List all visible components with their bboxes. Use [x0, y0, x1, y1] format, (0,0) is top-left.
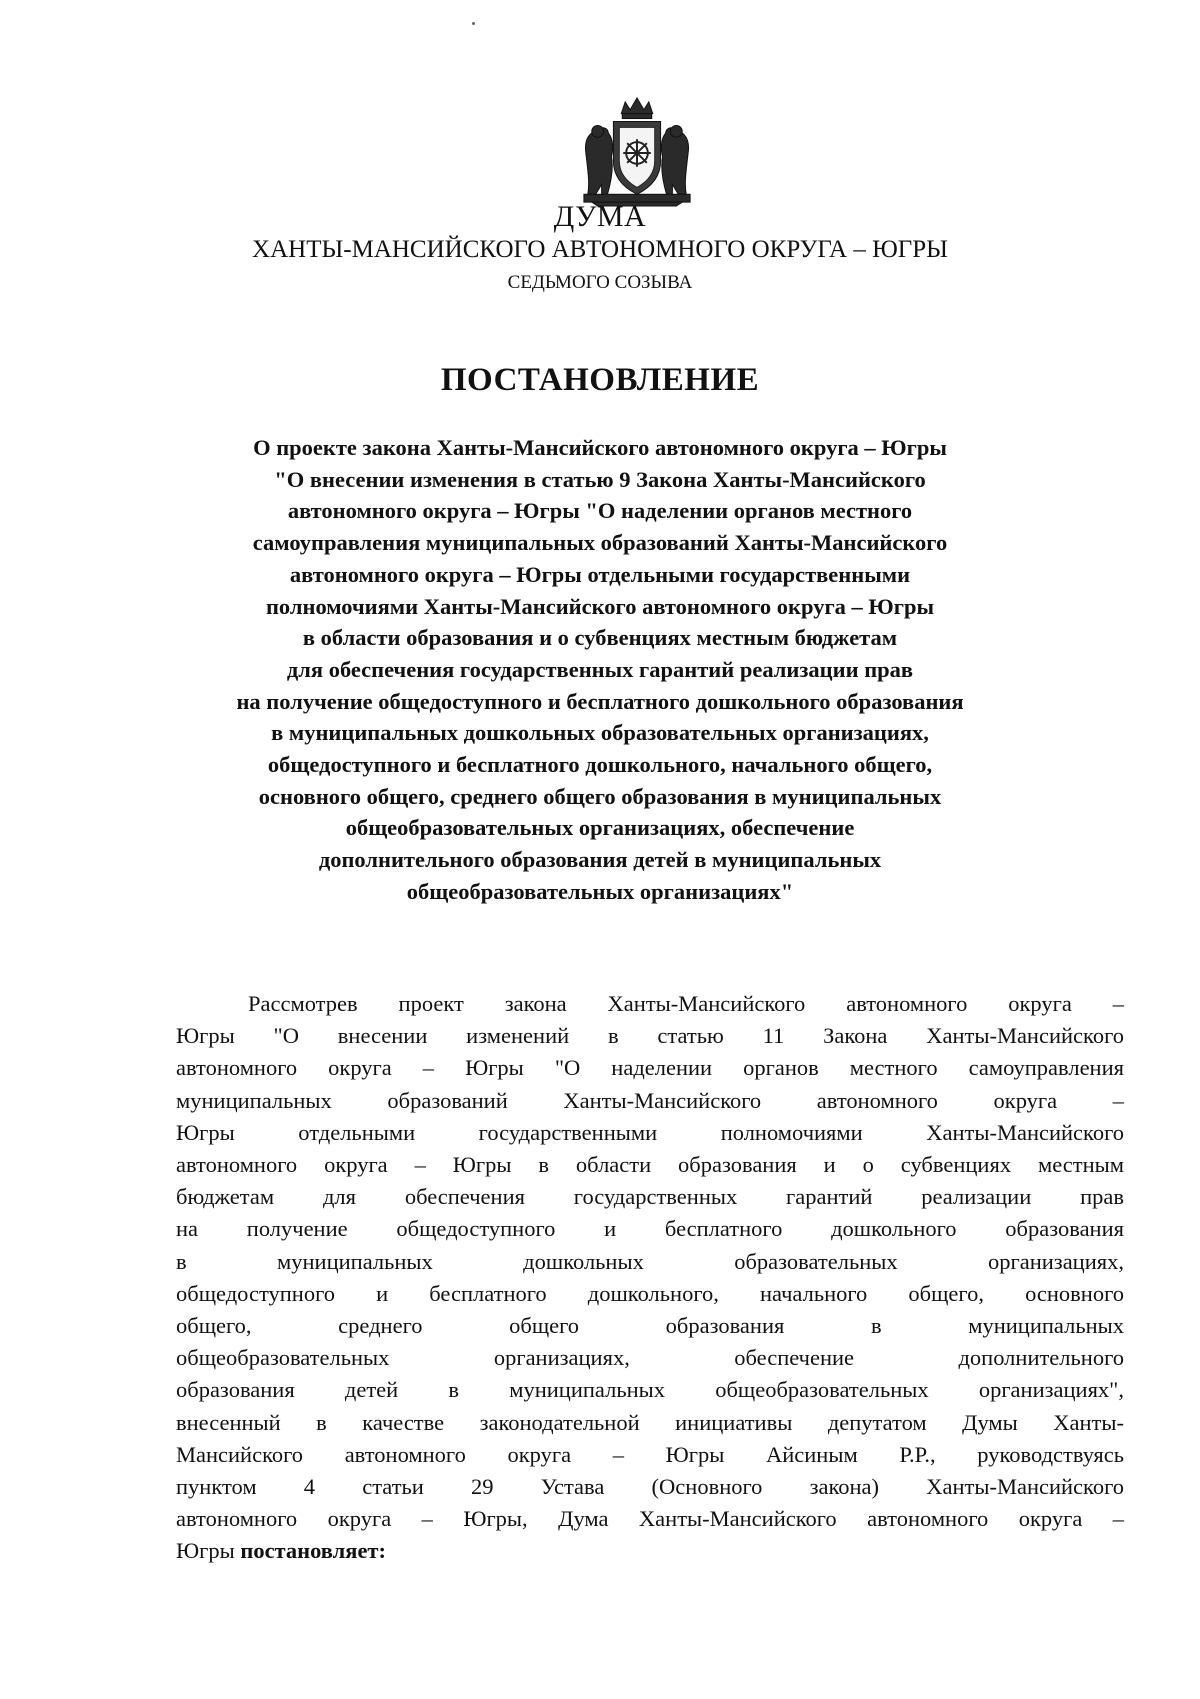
- resolves-word: постановляет:: [240, 1538, 386, 1564]
- region-name: ХАНТЫ-МАНСИЙСКОГО АВТОНОМНОГО ОКРУГА – ЮГРЫ: [252, 236, 948, 263]
- body-line: общего, среднего общего образования в муниципальных: [176, 1313, 1124, 1339]
- resolution-subject: [130, 432, 1070, 908]
- subject-line: самоуправления муниципальных образований Ханты-Мансийского: [252, 530, 948, 556]
- body-last-line: [176, 1535, 1124, 1567]
- body-line: общеобразовательных организациях, обеспечение дополнительного: [176, 1345, 1124, 1371]
- subject-line: автономного округа – Югры отдельными государственными: [289, 561, 911, 587]
- subject-line: полномочиями Ханты-Мансийского автономного округа – Югры: [265, 593, 935, 619]
- subject-line: "О внесении изменения в статью 9 Закона Ханты-Мансийского: [274, 466, 926, 492]
- body-line: автономного округа – Югры "О наделении органов местного самоуправления: [176, 1055, 1124, 1081]
- subject-line: в области образования и о субвенциях местным бюджетам: [302, 625, 898, 651]
- body-line: автономного округа – Югры, Дума Ханты-Мансийского автономного округа –: [176, 1506, 1124, 1532]
- body-line: внесенный в качестве законодательной инициативы депутатом Думы Ханты-: [176, 1409, 1124, 1435]
- coat-of-arms-icon: [578, 92, 696, 210]
- document-type: ПОСТАНОВЛЕНИЕ: [440, 362, 760, 398]
- subject-line: на получение общедоступного и бесплатного дошкольного образования: [236, 688, 964, 714]
- body-line: Рассмотрев проект закона Ханты-Мансийского автономного округа –: [248, 991, 1124, 1016]
- subject-line: для обеспечения государственных гарантий реализации прав: [286, 656, 914, 682]
- subject-line: автономного округа – Югры "О наделении органов местного: [287, 498, 913, 524]
- convocation: СЕДЬМОГО СОЗЫВА: [507, 272, 693, 293]
- subject-line: дополнительного образования детей в муниципальных: [318, 847, 882, 873]
- body-line: образования детей в муниципальных общеобразовательных организациях",: [176, 1377, 1124, 1403]
- subject-line: О проекте закона Ханты-Мансийского автономного округа – Югры: [253, 435, 947, 460]
- body-line: в муниципальных дошкольных образовательных организациях,: [176, 1248, 1124, 1274]
- scan-speck: [472, 22, 475, 25]
- body-paragraph: [176, 988, 1124, 1568]
- subject-line: общедоступного и бесплатного дошкольного, начального общего,: [267, 752, 933, 778]
- body-line: на получение общедоступного и бесплатного дошкольного образования: [176, 1216, 1124, 1242]
- duma-title: ДУМА: [553, 200, 647, 233]
- body-line: муниципальных образований Ханты-Мансийского автономного округа –: [176, 1087, 1124, 1113]
- body-line: Мансийского автономного округа – Югры Айсиным Р.Р., руководствуясь: [176, 1441, 1124, 1467]
- subject-line: основного общего, среднего общего образования в муниципальных: [258, 783, 942, 809]
- body-line: Югры отдельными государственными полномочиями Ханты-Мансийского: [176, 1119, 1124, 1145]
- body-line: пунктом 4 статьи 29 Устава (Основного закона) Ханты-Мансийского: [176, 1474, 1124, 1500]
- subject-line: общеобразовательных организациях, обеспечение: [345, 815, 855, 841]
- subject-line: общеобразовательных организациях": [406, 878, 794, 904]
- body-last-line-start: Югры: [176, 1538, 235, 1564]
- body-line: бюджетам для обеспечения государственных гарантий реализации прав: [176, 1184, 1124, 1210]
- body-line: автономного округа – Югры в области образования и о субвенциях местным: [176, 1152, 1124, 1178]
- subject-line: в муниципальных дошкольных образовательных организациях,: [271, 720, 929, 746]
- body-line: общедоступного и бесплатного дошкольного, начального общего, основного: [176, 1280, 1124, 1306]
- body-line: Югры "О внесении изменений в статью 11 Закона Ханты-Мансийского: [176, 1023, 1124, 1049]
